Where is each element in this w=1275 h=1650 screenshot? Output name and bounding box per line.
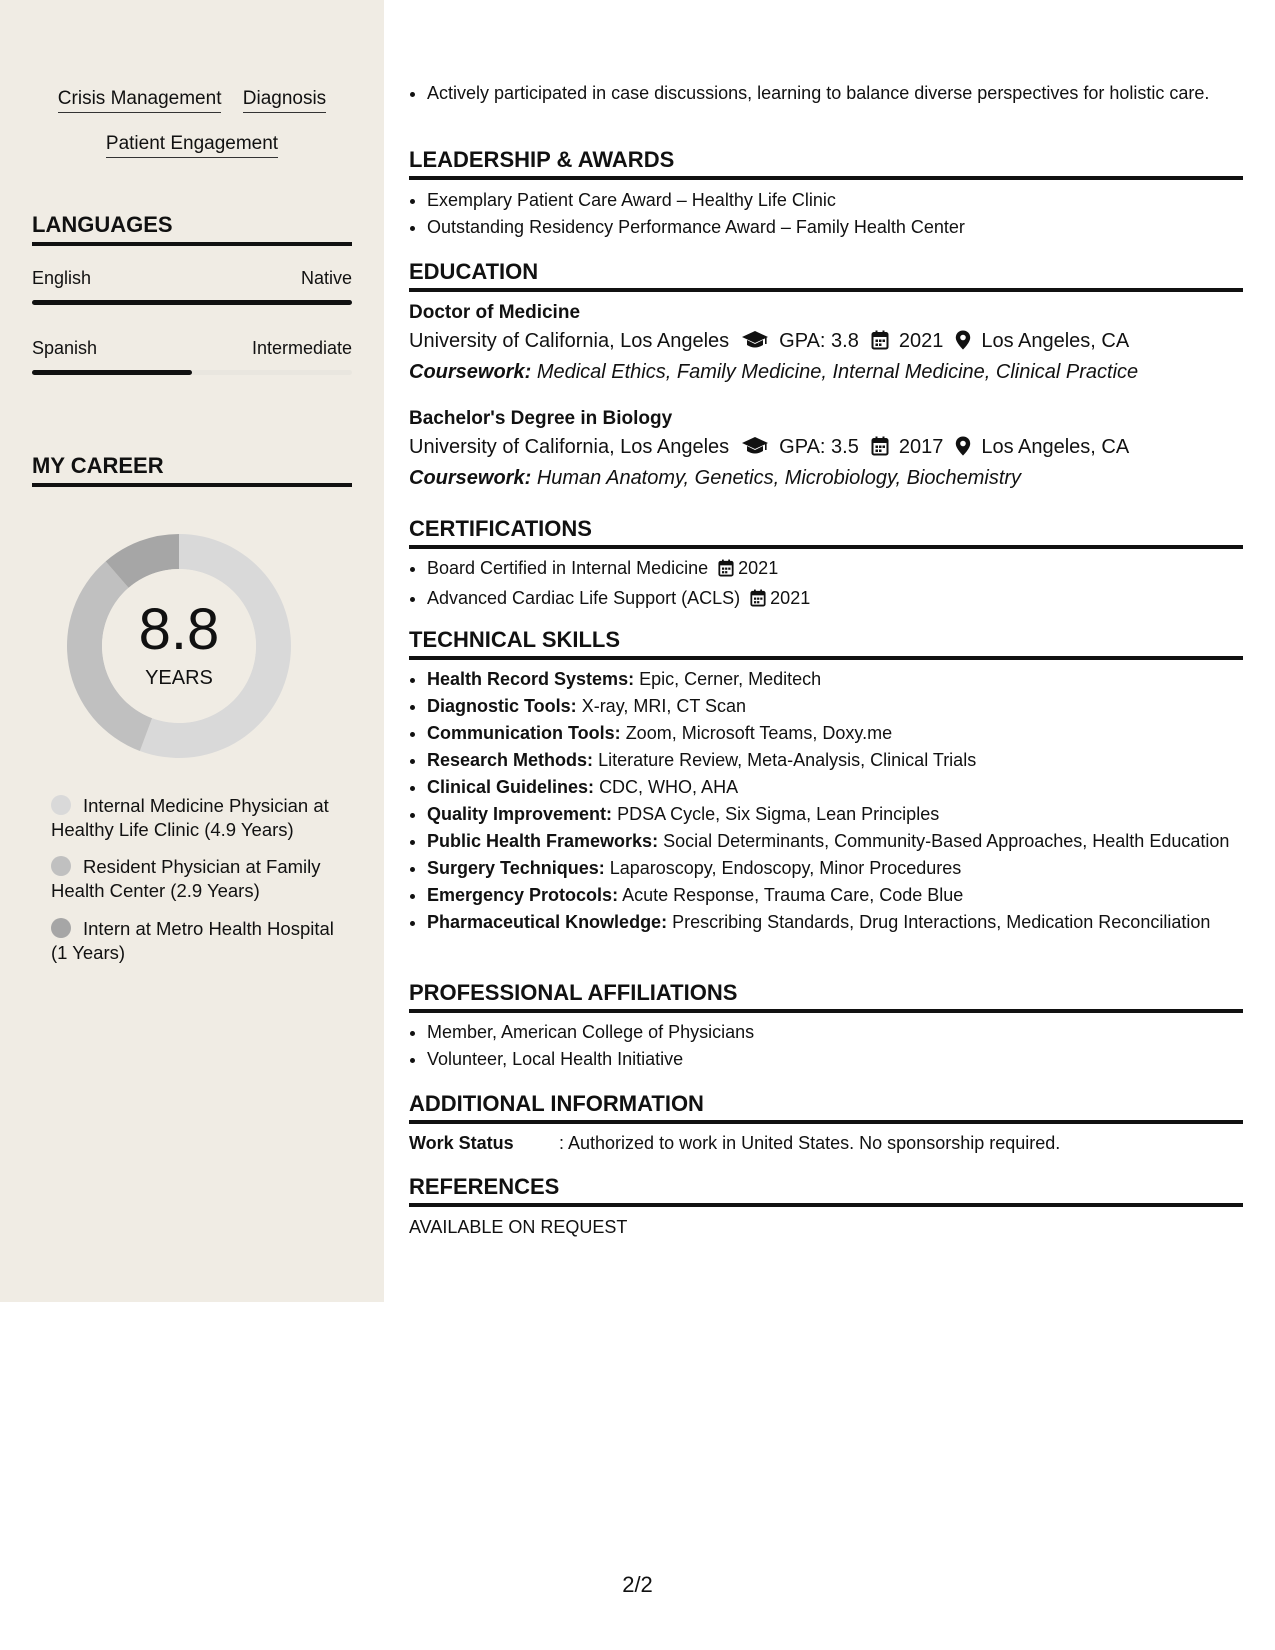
list-item <box>427 693 1261 720</box>
degree-title: Doctor of Medicine <box>409 302 581 323</box>
skills-tags-row <box>0 88 384 113</box>
list-item: • Outstanding Residency Performance Award – Family Health Center <box>427 214 1261 241</box>
list-item <box>427 801 1261 828</box>
certifications-heading: CERTIFICATIONS <box>409 516 1243 549</box>
certification-name: Advanced Cardiac Life Support (ACLS) <box>427 588 741 608</box>
certifications-list <box>409 555 1261 615</box>
language-name: Spanish <box>32 338 98 358</box>
education-details <box>409 436 1129 462</box>
list-item <box>427 828 1261 855</box>
list-item <box>427 774 1261 801</box>
skill-label: Public Health Frameworks: <box>427 831 659 851</box>
affiliations-list <box>409 1019 1261 1073</box>
page-number: 2/2 <box>622 1572 653 1597</box>
languages-heading: LANGUAGES <box>32 212 352 246</box>
list-item <box>427 666 1261 693</box>
language-bar <box>32 370 352 375</box>
skill-value: CDC, WHO, AHA <box>599 777 739 797</box>
legend-dot <box>51 918 71 938</box>
language-level: Intermediate <box>251 338 352 358</box>
education-details <box>409 330 1129 356</box>
skill-tag: Patient Engagement <box>106 133 278 158</box>
language-bar <box>32 300 352 305</box>
references-text: AVAILABLE ON REQUEST <box>409 1217 628 1237</box>
language-bar-fill <box>32 300 352 305</box>
location-pin-icon <box>955 436 971 462</box>
skill-value: Zoom, Microsoft Teams, Doxy.me <box>625 723 893 743</box>
school-name: University of California, Los Angeles <box>409 436 730 458</box>
location-pin-icon <box>955 330 971 356</box>
career-legend-item <box>51 917 341 965</box>
skill-label: Communication Tools: <box>427 723 621 743</box>
calendar-icon <box>750 588 766 615</box>
skill-value: Epic, Cerner, Meditech <box>639 669 822 689</box>
list-item <box>427 747 1261 774</box>
list-item <box>427 882 1261 909</box>
school-name: University of California, Los Angeles <box>409 330 730 352</box>
graduation-year: 2021 <box>898 330 944 352</box>
career-donut <box>64 531 294 761</box>
gpa: GPA: 3.5 <box>779 436 859 458</box>
experience-bullets <box>409 80 1261 107</box>
skill-value: PDSA Cycle, Six Sigma, Lean Principles <box>617 804 940 824</box>
gpa: GPA: 3.8 <box>779 330 859 352</box>
graduation-year: 2017 <box>898 436 944 458</box>
skill-tag: Crisis Management <box>58 88 222 113</box>
skill-label: Pharmaceutical Knowledge: <box>427 912 668 932</box>
coursework-label: Coursework: <box>409 467 532 489</box>
skill-value: X-ray, MRI, CT Scan <box>581 696 747 716</box>
education-heading: EDUCATION <box>409 259 1243 292</box>
skill-value: Social Determinants, Community-Based Approaches, Health Education <box>663 831 1230 851</box>
list-item <box>427 720 1261 747</box>
language-row <box>32 268 352 289</box>
skill-value: Literature Review, Meta-Analysis, Clinical Trials <box>598 750 977 770</box>
coursework <box>409 361 1138 384</box>
skill-label: Quality Improvement: <box>427 804 613 824</box>
list-item: • Member, American College of Physicians <box>427 1019 1261 1046</box>
career-item-text: Resident Physician at Family Health Center (2.9 Years) <box>51 856 321 901</box>
career-total: 8.8 <box>138 597 220 662</box>
skill-label: Research Methods: <box>427 750 594 770</box>
affiliations-heading: PROFESSIONAL AFFILIATIONS <box>409 980 1243 1013</box>
coursework-list: Human Anatomy, Genetics, Microbiology, Biochemistry <box>536 467 1022 489</box>
skill-value: Acute Response, Trauma Care, Code Blue <box>622 885 964 905</box>
location: Los Angeles, CA <box>981 330 1130 352</box>
coursework-label: Coursework: <box>409 361 532 383</box>
list-item <box>427 555 1261 585</box>
additional-info-heading: ADDITIONAL INFORMATION <box>409 1091 1243 1124</box>
calendar-icon <box>718 558 734 585</box>
location: Los Angeles, CA <box>981 436 1130 458</box>
list-item: • Exemplary Patient Care Award – Healthy Life Clinic <box>427 187 1261 214</box>
language-level: Native <box>300 268 352 288</box>
calendar-icon <box>871 436 889 462</box>
list-item: • Volunteer, Local Health Initiative <box>427 1046 1261 1073</box>
skill-label: Health Record Systems: <box>427 669 635 689</box>
work-status-row <box>409 1133 1060 1154</box>
skill-value: Laparoscopy, Endoscopy, Minor Procedures <box>609 858 962 878</box>
career-item-text: Intern at Metro Health Hospital (1 Years) <box>51 918 334 963</box>
graduation-cap-icon <box>741 330 769 356</box>
skill-label: Diagnostic Tools: <box>427 696 577 716</box>
list-item <box>427 585 1261 615</box>
skills-tags-row <box>0 133 384 158</box>
career-item-text: Internal Medicine Physician at Healthy Life Clinic (4.9 Years) <box>51 795 329 840</box>
coursework-list: Medical Ethics, Family Medicine, Internal Medicine, Clinical Practice <box>536 361 1139 383</box>
technical-skills-heading: TECHNICAL SKILLS <box>409 627 1243 660</box>
legend-dot <box>51 795 71 815</box>
skill-tag: Diagnosis <box>243 88 326 113</box>
skill-value: Prescribing Standards, Drug Interactions, Medication Reconciliation <box>672 912 1211 932</box>
certification-year: 2021 <box>738 558 779 578</box>
career-unit: YEARS <box>145 667 213 689</box>
graduation-cap-icon <box>741 436 769 462</box>
references-heading: REFERENCES <box>409 1174 1243 1207</box>
certification-name: Board Certified in Internal Medicine <box>427 558 709 578</box>
language-bar-fill <box>32 370 192 375</box>
degree-title: Bachelor's Degree in Biology <box>409 408 673 429</box>
legend-dot <box>51 856 71 876</box>
work-status-value: : Authorized to work in United States. No sponsorship required. <box>559 1133 1061 1153</box>
leadership-list <box>409 187 1261 241</box>
leadership-heading: LEADERSHIP & AWARDS <box>409 147 1243 180</box>
skill-label: Clinical Guidelines: <box>427 777 595 797</box>
calendar-icon <box>871 330 889 356</box>
career-donut-center <box>64 531 294 761</box>
language-name: English <box>32 268 92 288</box>
work-status-label: Work Status <box>409 1133 514 1153</box>
career-heading: MY CAREER <box>32 453 352 487</box>
list-item <box>427 909 1261 936</box>
certification-year: 2021 <box>770 588 811 608</box>
skill-label: Emergency Protocols: <box>427 885 619 905</box>
career-legend-item <box>51 855 341 903</box>
technical-skills-list <box>409 666 1261 936</box>
career-legend-item <box>51 794 341 842</box>
skill-label: Surgery Techniques: <box>427 858 605 878</box>
list-item <box>427 855 1261 882</box>
coursework <box>409 467 1021 490</box>
language-row <box>32 338 352 359</box>
list-item: • Actively participated in case discussions, learning to balance diverse perspectives for holistic care. <box>427 80 1261 107</box>
